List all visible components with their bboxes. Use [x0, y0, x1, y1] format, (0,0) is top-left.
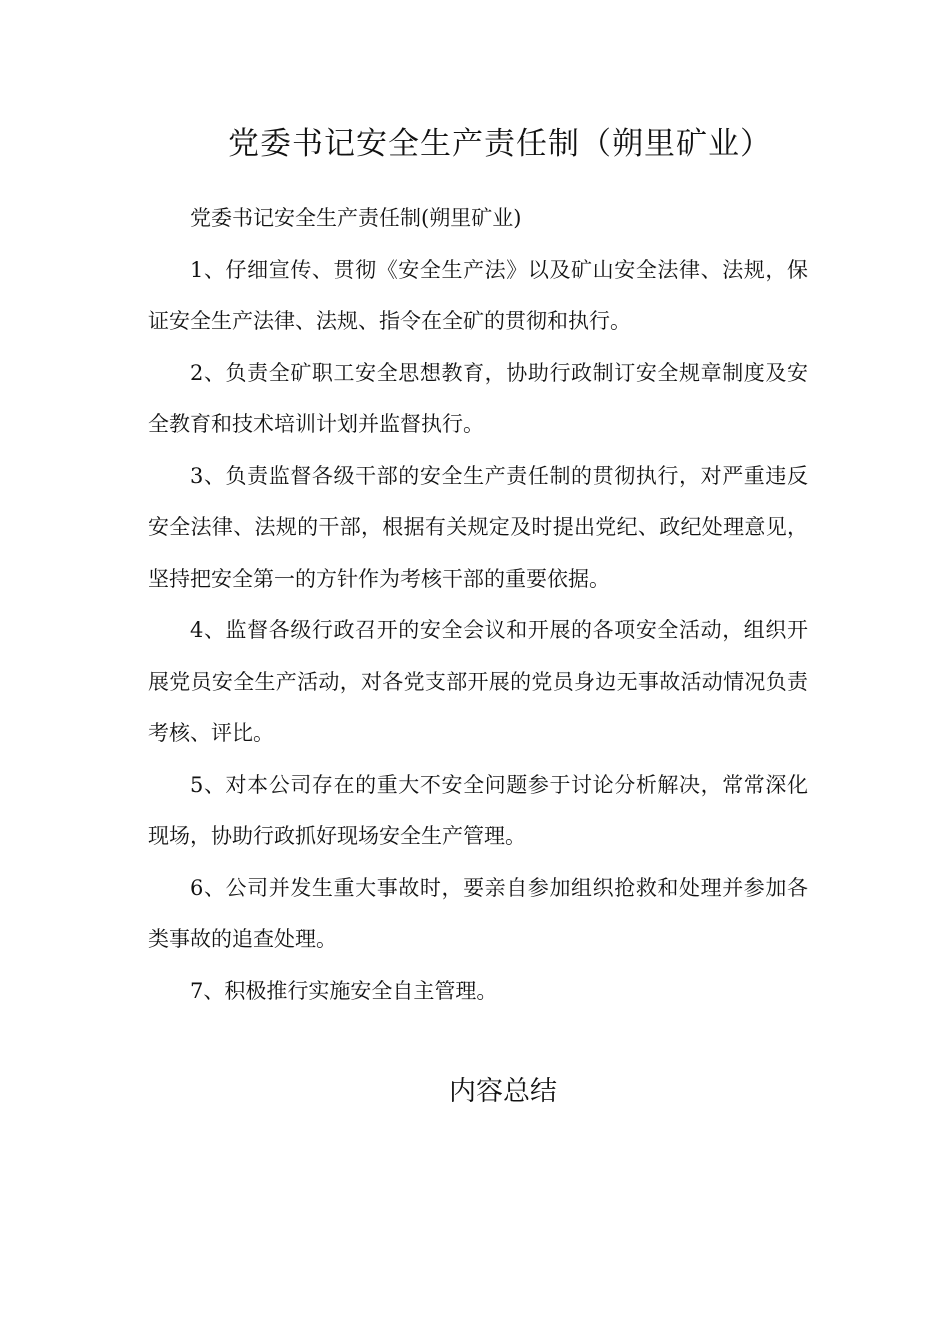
document-subtitle: 党委书记安全生产责任制(朔里矿业): [190, 206, 522, 230]
document-body: [148, 193, 808, 1017]
responsibility-item-1: 1、仔细宣传、贯彻《安全生产法》以及矿山安全法律、法规，保证安全生产法律、法规、指令在全矿的贯彻和执行。: [148, 257, 808, 333]
document-title: 党委书记安全生产责任制（朔里矿业）: [228, 126, 772, 162]
responsibility-item-6: 6、公司并发生重大事故时，要亲自参加组织抢救和处理并参加各类事故的追查处理。: [148, 875, 808, 951]
responsibility-item-4: 4、监督各级行政召开的安全会议和开展的各项安全活动，组织开展党员安全生产活动，对各党支部开展的党员身边无事故活动情况负责考核、评比。: [148, 618, 808, 745]
summary-heading: 内容总结: [449, 1076, 557, 1107]
responsibility-item-3: 3、负责监督各级干部的安全生产责任制的贯彻执行，对严重违反安全法律、法规的干部，根据有关规定及时提出党纪、政纪处理意见，坚持把安全第一的方针作为考核干部的重要依据。: [148, 463, 808, 591]
responsibility-item-7: 7、积极推行实施安全自主管理。: [190, 978, 498, 1003]
responsibility-item-2: 2、负责全矿职工安全思想教育，协助行政制订安全规章制度及安全教育和技术培训计划并监督执行。: [148, 360, 808, 436]
responsibility-item-5: 5、对本公司存在的重大不安全问题参于讨论分析解决，常常深化现场，协助行政抓好现场安全生产管理。: [148, 772, 808, 848]
